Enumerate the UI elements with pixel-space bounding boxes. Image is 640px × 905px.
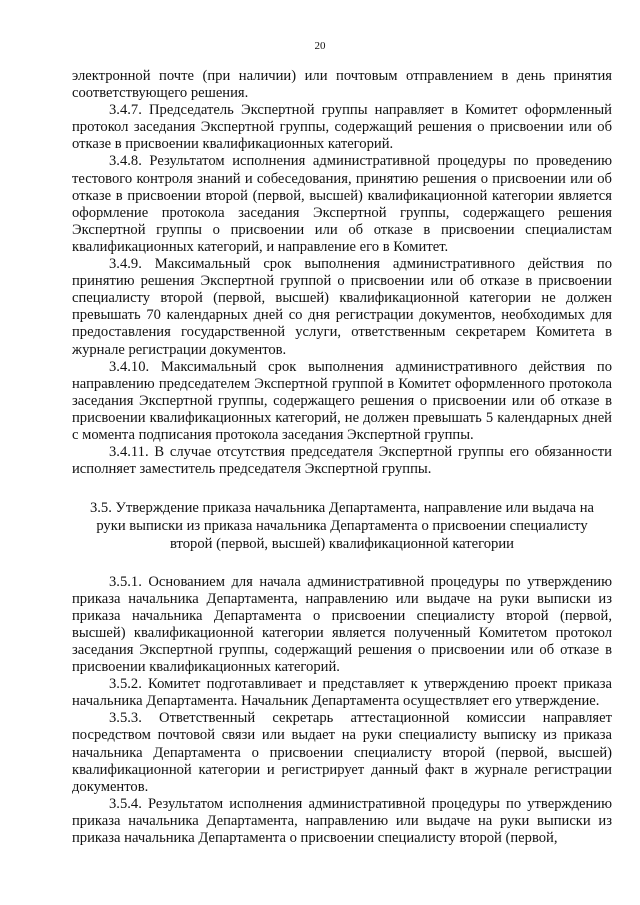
paragraph-3-4-10: 3.4.10. Максимальный срок выполнения административного действия по направлению председателем Экспертной группой в Комитет оформленного протокола заседания Экспертной группы, содержащего решения о присвоении или об отказе в присвоении квалификационных категорий, не должен превышать 5 календарных дней с момента подписания протокола заседания Экспертной группы. [72,358,612,443]
paragraph-3-5-1: 3.5.1. Основанием для начала административной процедуры по утверждению приказа начальника Департамента, направлению или выдаче на руки выписки из приказа начальника Департамента о присвоении специалисту второй (первой, высшей) квалификационной категории является полученный Комитетом протокол заседания Экспертной группы, содержащий решения о присвоении или об отказе в присвоении квалификационных категорий. [72,573,612,676]
paragraph-3-5-2: 3.5.2. Комитет подготавливает и представляет к утверждению проект приказа начальника Департамента. Начальник Департамента осуществляет его утверждение. [72,676,612,710]
paragraph-3-5-4: 3.5.4. Результатом исполнения административной процедуры по утверждению приказа начальника Департамента, направлению или выдаче на руки выписки из приказа начальника Департамента о присвоении специалисту второй (первой, [72,795,612,847]
paragraph-3-4-8: 3.4.8. Результатом исполнения административной процедуры по проведению тестового контроля знаний и собеседования, принятию решения о присвоении или об отказе в присвоении второй (первой, высшей) квалификационной категории является оформление протокола заседания Экспертной группы, содержащего решения Экспертной группы о присвоении или об отказе в присвоении специалистам квалификационных категорий, и направление его в Комитет. [72,153,612,255]
paragraph-3-5-3: 3.5.3. Ответственный секретарь аттестационной комиссии направляет посредством почтовой связи или выдает на руки специалисту выписку из приказа начальника Департамента о присвоении специалисту второй (первой, высшей) квалификационной категории и регистрирует данный факт в журнале регистрации документов. [72,710,612,795]
paragraph-continuation: электронной почте (при наличии) или почтовым отправлением в день принятия соответствующего решения. [72,68,612,102]
document-body [72,68,612,847]
paragraph-3-4-9: 3.4.9. Максимальный срок выполнения административного действия по принятию решения Экспертной группой о присвоении или об отказе в присвоении специалисту второй (первой, высшей) квалификационной категории не должен превышать 70 календарных дней со дня регистрации документов, необходимых для предоставления государственной услуги, ответственным секретарем Комитета в журнале регистрации документов. [72,256,612,358]
section-heading-3-5: 3.5. Утверждение приказа начальника Департамента, направление или выдача на руки выписки из приказа начальника Департамента о присвоении специалисту второй (первой, высшей) квалификационной категории [89,500,594,552]
page-number: 20 [314,40,326,52]
paragraph-3-4-7: 3.4.7. Председатель Экспертной группы направляет в Комитет оформленный протокол заседания Экспертной группы, содержащий решения о присвоении или об отказе в присвоении квалификационных категорий. [72,102,612,153]
paragraph-3-4-11: 3.4.11. В случае отсутствия председателя Экспертной группы его обязанности исполняет заместитель председателя Экспертной группы. [72,444,612,478]
